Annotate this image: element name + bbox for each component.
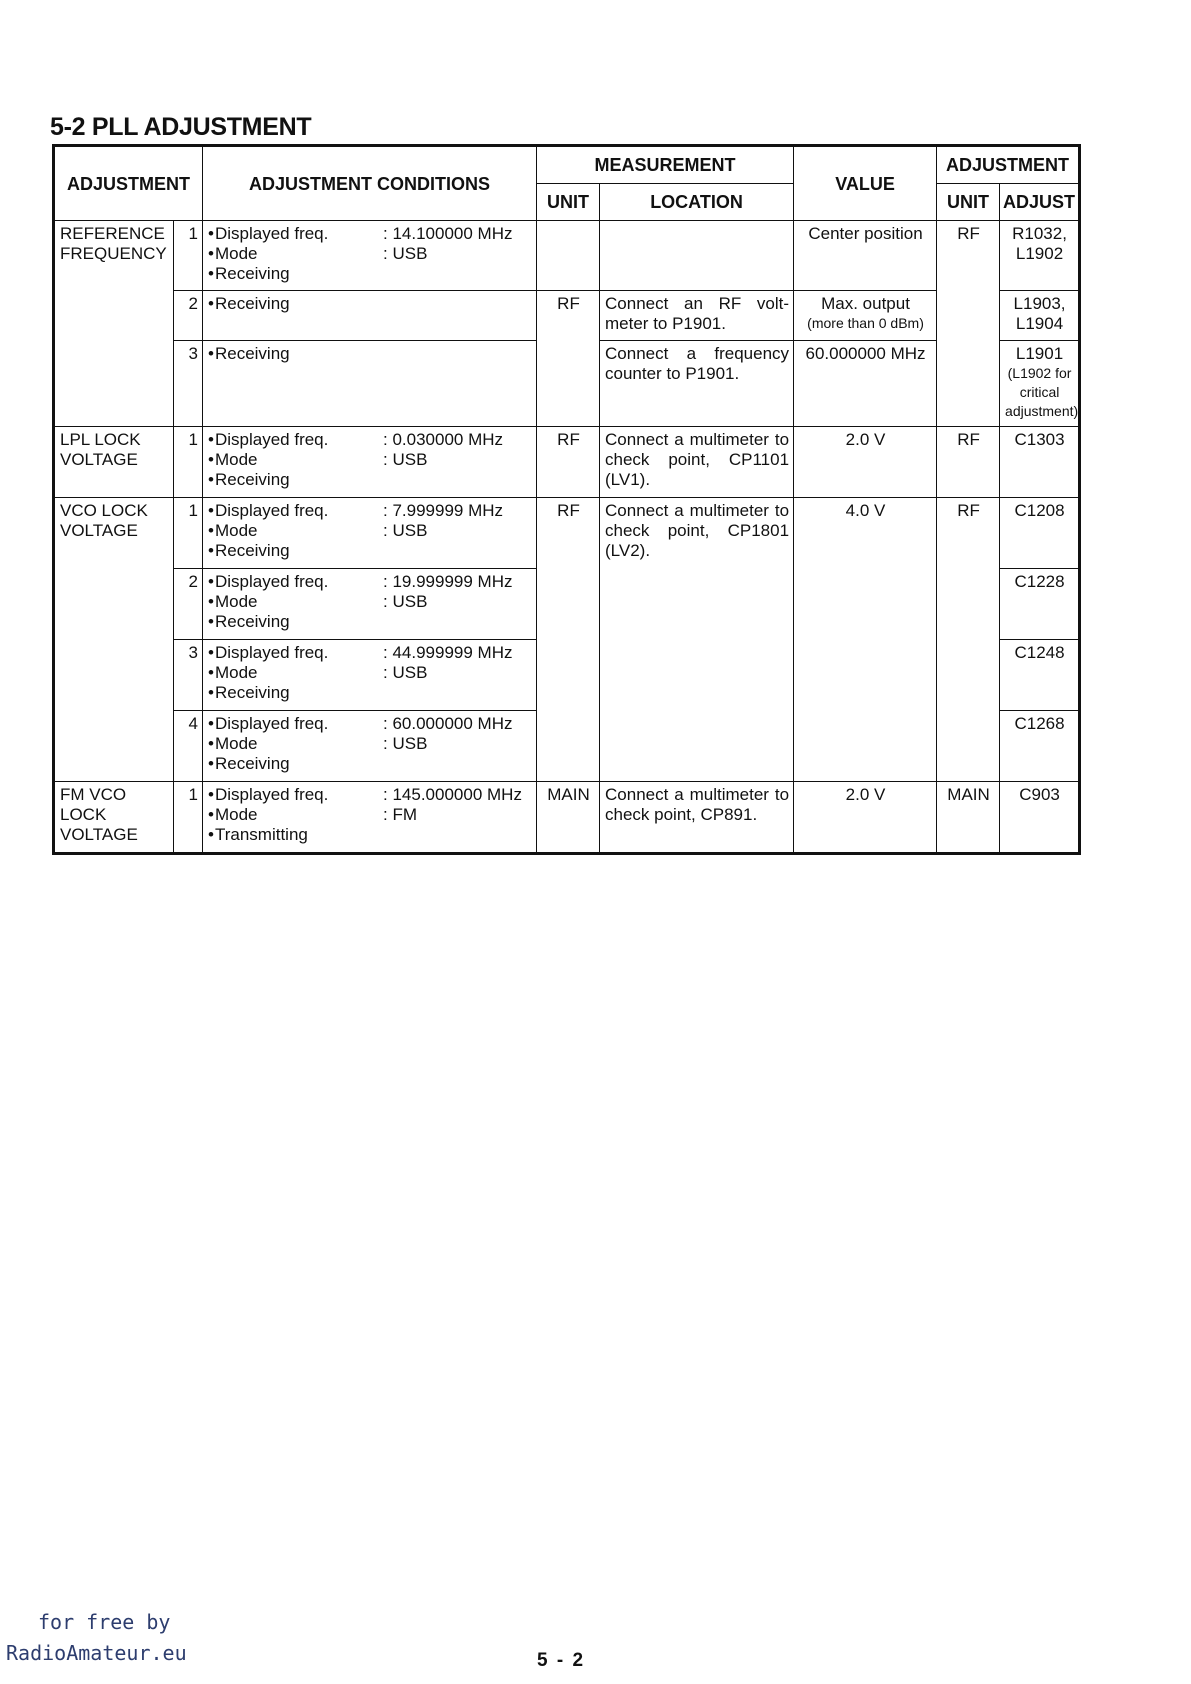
cond-key: • Receiving [208, 344, 383, 364]
pll-adjustment-table [52, 144, 1081, 855]
cond-value: : USB [383, 734, 428, 753]
adjust-part: R1032, L1902 [1000, 221, 1080, 291]
meas-unit [537, 221, 600, 291]
cond-key: • Mode [208, 805, 383, 825]
cond-key: • Displayed freq. [208, 714, 383, 734]
cond-value: : USB [383, 592, 428, 611]
cond-value: : USB [383, 244, 428, 263]
step-number: 2 [174, 291, 203, 341]
header-value: VALUE [794, 146, 937, 221]
adjust-note: (L1902 for critical adjustment) [1005, 365, 1079, 419]
conditions [203, 427, 537, 498]
meas-location: Connect a frequency counter to P1901. [600, 341, 794, 427]
adj-unit: RF [937, 427, 1000, 498]
cond-key: • Mode [208, 244, 383, 264]
cond-value: : 7.999999 MHz [383, 501, 504, 520]
step-number: 4 [174, 711, 203, 782]
cond-value: : 44.999999 MHz [383, 643, 513, 662]
cond-key: • Displayed freq. [208, 501, 383, 521]
step-number: 3 [174, 640, 203, 711]
cond-value: : 0.030000 MHz [383, 430, 504, 449]
meas-location: Connect a multimeter to check point, CP1101 (LV1). [600, 427, 794, 498]
header-measurement: MEASUREMENT [537, 146, 794, 184]
conditions [203, 291, 537, 341]
adjust-part: C1228 [1000, 569, 1080, 640]
cond-key: • Mode [208, 521, 383, 541]
value [794, 291, 937, 341]
adjust-part [1000, 341, 1080, 427]
cond-key: • Displayed freq. [208, 572, 383, 592]
cond-key: • Receiving [208, 541, 383, 561]
adj-unit: RF [937, 498, 1000, 782]
cond-key: • Mode [208, 663, 383, 683]
adjustment-name: REFERENCE FREQUENCY [54, 221, 174, 427]
adj-unit: RF [937, 221, 1000, 427]
step-number: 1 [174, 782, 203, 854]
meas-location: Connect a multimeter to check point, CP891. [600, 782, 794, 854]
adj-unit: MAIN [937, 782, 1000, 854]
table-row [54, 782, 1080, 854]
meas-location: Connect an RF volt-meter to P1901. [600, 291, 794, 341]
cond-key: • Displayed freq. [208, 224, 383, 244]
cond-key: • Displayed freq. [208, 785, 383, 805]
conditions [203, 341, 537, 427]
adjustment-name: LPL LOCK VOLTAGE [54, 427, 174, 498]
meas-location: Connect a multimeter to check point, CP1801 (LV2). [600, 498, 794, 782]
cond-value: : USB [383, 450, 428, 469]
value-main: Max. output [821, 294, 910, 313]
conditions [203, 640, 537, 711]
meas-unit: RF [537, 291, 600, 427]
table-row [54, 427, 1080, 498]
cond-value: : 60.000000 MHz [383, 714, 513, 733]
cond-key: • Receiving [208, 683, 383, 703]
page-title: 5-2 PLL ADJUSTMENT [50, 113, 312, 141]
conditions [203, 569, 537, 640]
header-unit: UNIT [537, 184, 600, 221]
step-number: 1 [174, 427, 203, 498]
header-location: LOCATION [600, 184, 794, 221]
cond-key: • Receiving [208, 754, 383, 774]
cond-value: : FM [383, 805, 418, 824]
cond-key: • Receiving [208, 294, 383, 314]
header-adjustment: ADJUSTMENT [54, 146, 203, 221]
adjust-part: C1248 [1000, 640, 1080, 711]
cond-key: • Transmitting [208, 825, 383, 845]
header-adjustment-group: ADJUSTMENT [937, 146, 1080, 184]
conditions [203, 711, 537, 782]
conditions [203, 221, 537, 291]
adjust-part: C903 [1000, 782, 1080, 854]
conditions [203, 498, 537, 569]
header-conditions: ADJUSTMENT CONDITIONS [203, 146, 537, 221]
meas-unit: MAIN [537, 782, 600, 854]
meas-unit: RF [537, 498, 600, 782]
meas-unit: RF [537, 427, 600, 498]
cond-value: : 14.100000 MHz [383, 224, 513, 243]
value: 2.0 V [794, 427, 937, 498]
step-number: 2 [174, 569, 203, 640]
cond-key: • Receiving [208, 470, 383, 490]
adjustment-name: FM VCO LOCK VOLTAGE [54, 782, 174, 854]
table-row [54, 221, 1080, 291]
step-number: 3 [174, 341, 203, 427]
adjust-part: C1208 [1000, 498, 1080, 569]
cond-value: : USB [383, 521, 428, 540]
value-note: (more than 0 dBm) [807, 315, 924, 331]
value: 4.0 V [794, 498, 937, 782]
step-number: 1 [174, 498, 203, 569]
cond-key: • Mode [208, 734, 383, 754]
cond-key: • Receiving [208, 612, 383, 632]
adjustment-name: VCO LOCK VOLTAGE [54, 498, 174, 782]
cond-key: • Mode [208, 592, 383, 612]
conditions [203, 782, 537, 854]
adjust-part: C1268 [1000, 711, 1080, 782]
cond-value: : 19.999999 MHz [383, 572, 513, 591]
value: 2.0 V [794, 782, 937, 854]
cond-key: • Displayed freq. [208, 643, 383, 663]
header-row-1 [54, 146, 1080, 184]
watermark-line-2: RadioAmateur.eu [6, 1641, 187, 1665]
meas-location [600, 221, 794, 291]
cond-key: • Mode [208, 450, 383, 470]
cond-value: : 145.000000 MHz [383, 785, 522, 804]
cond-key: • Displayed freq. [208, 430, 383, 450]
step-number: 1 [174, 221, 203, 291]
header-adj-unit: UNIT [937, 184, 1000, 221]
watermark-line-1: for free by [38, 1610, 171, 1634]
adjust-part: C1303 [1000, 427, 1080, 498]
page-number: 5 - 2 [537, 1650, 586, 1671]
value: Center position [794, 221, 937, 291]
value: 60.000000 MHz [794, 341, 937, 427]
cond-value: : USB [383, 663, 428, 682]
table-row [54, 498, 1080, 569]
cond-key: • Receiving [208, 264, 383, 284]
adjust-part: L1903, L1904 [1000, 291, 1080, 341]
adjust-main: L1901 [1015, 344, 1064, 363]
header-adjust: ADJUST [1000, 184, 1080, 221]
table-row [54, 291, 1080, 341]
